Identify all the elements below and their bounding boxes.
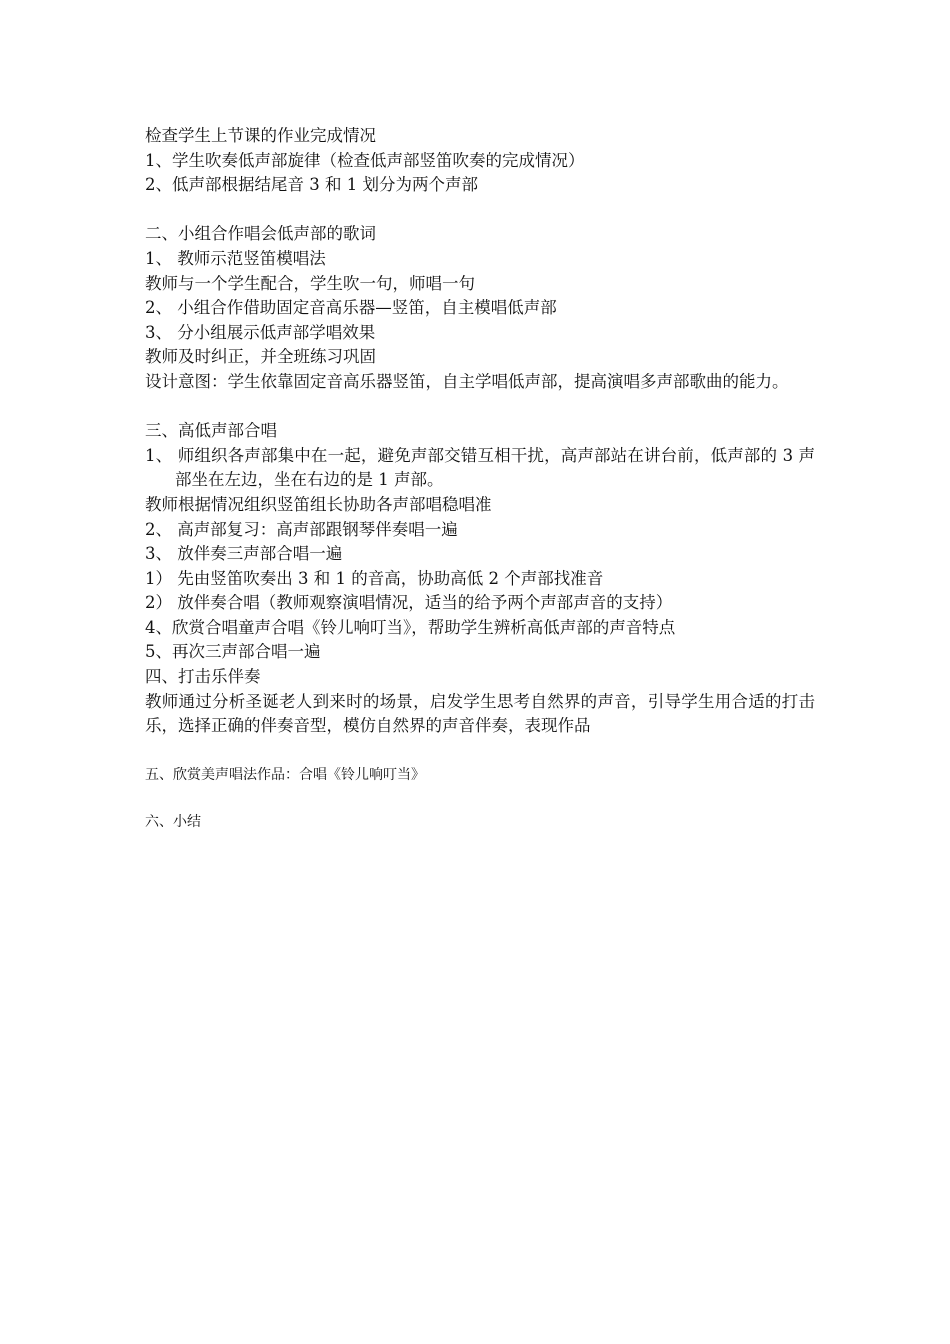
- section-2-line-2: 教师与一个学生配合，学生吹一句，师唱一句: [145, 273, 475, 293]
- section-3-line-5: 2） 放伴奏合唱（教师观察演唱情况，适当的给予两个声部声音的支持）: [145, 593, 673, 613]
- section-4-heading: 四、打击乐伴奏: [145, 667, 261, 687]
- section-2-line-4: 3、 分小组展示低声部学唱效果: [145, 322, 376, 342]
- section-2-line-5: 教师及时纠正，并全班练习巩固: [145, 347, 376, 367]
- section-3-line-4: 1） 先由竖笛吹奏出 3 和 1 的音高，协助高低 2 个声部找准音: [145, 568, 604, 588]
- document-page: [145, 124, 815, 833]
- section-3-heading: 三、高低声部合唱: [145, 421, 277, 441]
- intro-item-2: 2、低声部根据结尾音 3 和 1 划分为两个声部: [145, 175, 478, 195]
- section-4-body: 教师通过分析圣诞老人到来时的场景，启发学生思考自然界的声音，引导学生用合适的打击乐，选择正确的伴奏音型，模仿自然界的声音伴奏，表现作品: [145, 691, 815, 736]
- spacer: [145, 786, 815, 811]
- section-3-line-3: 3、 放伴奏三声部合唱一遍: [145, 544, 343, 564]
- section-5-heading: 五、欣赏美声唱法作品：合唱《铃儿响叮当》: [145, 766, 425, 783]
- section-3-line-1: 教师根据情况组织竖笛组长协助各声部唱稳唱准: [145, 494, 492, 514]
- section-3-item-1: 1、 师组织各声部集中在一起，避免声部交错互相干扰，高声部站在讲台前，低声部的 3 声部坐在左边，坐在右边的是 1 声部。: [145, 445, 815, 490]
- section-6-heading: 六、小结: [145, 813, 201, 830]
- section-3-line-6: 4、欣赏合唱童声合唱《铃儿响叮当》，帮助学生辨析高低声部的声音特点: [145, 617, 676, 637]
- section-2-line-3: 2、 小组合作借助固定音高乐器—竖笛，自主模唱低声部: [145, 298, 557, 318]
- section-3-line-2: 2、 高声部复习：高声部跟钢琴伴奏唱一遍: [145, 519, 458, 539]
- spacer: [145, 198, 815, 223]
- section-2-heading: 二、小组合作唱会低声部的歌词: [145, 224, 376, 244]
- intro-heading: 检查学生上节课的作业完成情况: [145, 126, 376, 145]
- design-intent-paragraph: 设计意图：学生依靠固定音高乐器竖笛，自主学唱低声部，提高演唱多声部歌曲的能力。: [145, 371, 789, 391]
- spacer: [145, 739, 815, 764]
- section-3-line-7: 5、再次三声部合唱一遍: [145, 642, 321, 662]
- spacer: [145, 395, 815, 420]
- intro-item-1: 1、学生吹奏低声部旋律（检查低声部竖笛吹奏的完成情况）: [145, 150, 585, 170]
- section-2-line-1: 1、 教师示范竖笛模唱法: [145, 248, 326, 268]
